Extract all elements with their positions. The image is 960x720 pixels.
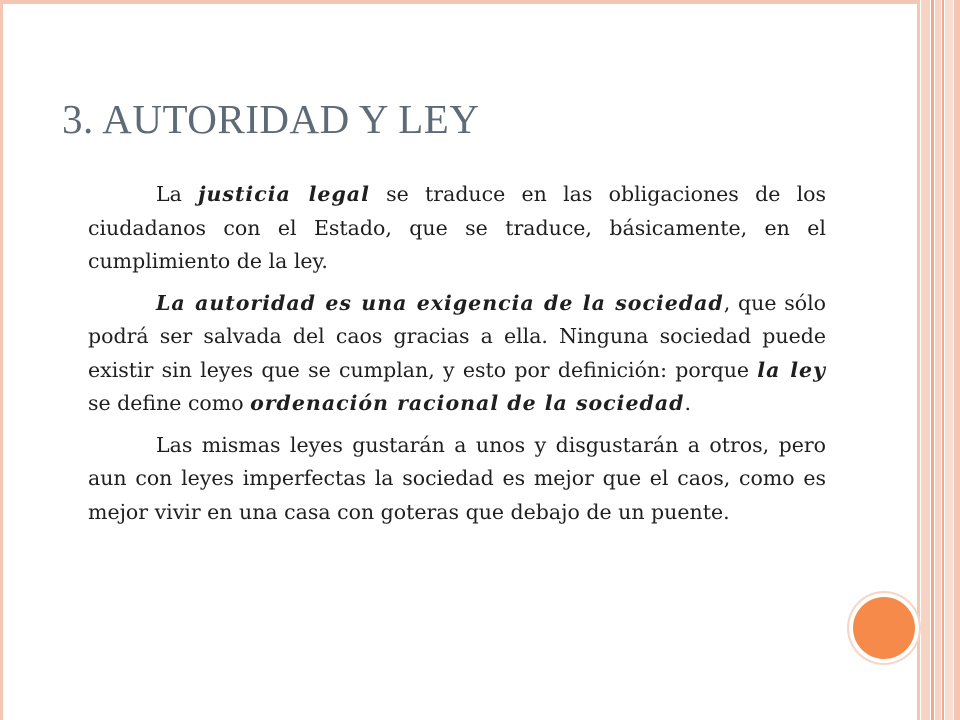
decorative-stripe [954, 0, 960, 720]
paragraph-text: La [156, 182, 199, 206]
decorative-stripe [931, 0, 934, 720]
decorative-stripe [945, 0, 953, 720]
slide-frame-top-border [0, 0, 920, 4]
paragraph-text: se define como [88, 391, 251, 415]
slide-body [88, 178, 826, 537]
emphasis-text: ordenación racional de la sociedad [250, 391, 685, 415]
paragraph-autoridad [88, 287, 826, 421]
decorative-stripe [935, 0, 941, 720]
paragraph-justicia-legal [88, 178, 826, 279]
decorative-stripe [921, 0, 930, 720]
emphasis-text: La autoridad es una exigencia de la sociedad [156, 290, 724, 315]
emphasis-text: justicia legal [198, 182, 370, 206]
paragraph-text: , que sólo podrá ser salvada del caos gracias a ella. Ninguna sociedad puede existir sin leyes que se cumplan, y esto por definición: porque [88, 290, 826, 382]
decorative-orange-circle [853, 597, 915, 659]
slide-title: 3. AUTORIDAD Y LEY [62, 96, 480, 142]
paragraph-text: se traduce en las obligaciones de los ciudadanos con el Estado, que se traduce, básicamente, en el cumplimiento de la ley. [88, 182, 826, 273]
paragraph-leyes [88, 429, 826, 530]
emphasis-text: la ley [757, 357, 826, 382]
paragraph-text: Las mismas leyes gustarán a unos y disgustarán a otros, pero aun con leyes imperfectas la sociedad es mejor que el caos, como es mejor vivir en una casa con goteras que debajo de un puente. [88, 432, 826, 524]
decorative-stripe [942, 0, 944, 720]
paragraph-text: . [684, 391, 691, 415]
